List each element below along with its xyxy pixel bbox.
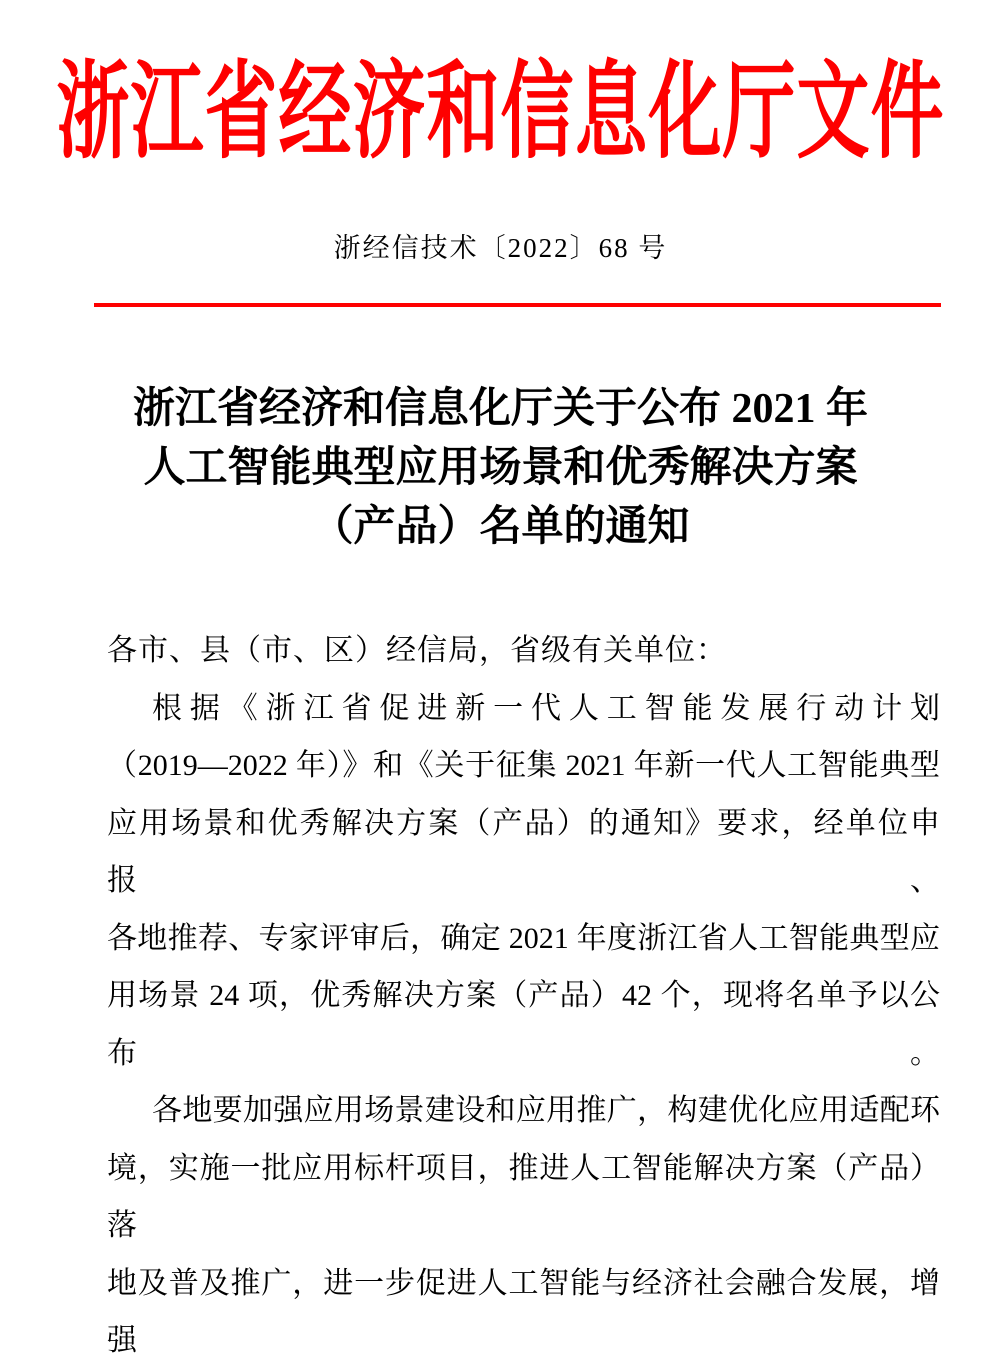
document-title-line-3: （产品）名单的通知	[311, 504, 690, 550]
paragraph-1-line-2: （2019—2022 年）》和《关于征集 2021 年新一代人工智能典型	[107, 749, 940, 782]
paragraph-2-line-3: 地及普及推广，进一步促进人工智能与经济社会融合发展，增强	[107, 1266, 940, 1357]
document-number: 浙经信技术〔2022〕68 号	[333, 233, 668, 263]
paragraph-1-line-1: 根据《浙江省促进新一代人工智能发展行动计划	[152, 691, 940, 725]
paragraph-2-line-2: 境，实施一批应用标杆项目，推进人工智能解决方案（产品）落	[107, 1151, 940, 1242]
document-title-line-1: 浙江省经济和信息化厅关于公布 2021 年	[132, 386, 868, 432]
document-title-line-2: 人工智能典型应用场景和优秀解决方案	[143, 445, 858, 491]
paragraph-2-line-1: 各地要加强应用场景建设和应用推广，构建优化应用适配环	[152, 1094, 940, 1127]
document-title	[0, 380, 1001, 557]
paragraph-1-line-5: 用场景 24 项，优秀解决方案（产品）42 个，现将名单予以公布。	[107, 979, 940, 1070]
document-body	[107, 622, 940, 1370]
paragraph-1-line-3: 应用场景和优秀解决方案（产品）的通知》要求，经单位申报、	[107, 806, 940, 897]
paragraph-1-line-4: 各地推荐、专家评审后，确定 2021 年度浙江省人工智能典型应	[107, 921, 940, 955]
salutation-line: 各市、县（市、区）经信局，省级有关单位：	[107, 634, 727, 667]
red-org-title-banner: 浙江省经济和信息化厅文件	[56, 53, 945, 172]
red-divider-line	[94, 303, 941, 307]
